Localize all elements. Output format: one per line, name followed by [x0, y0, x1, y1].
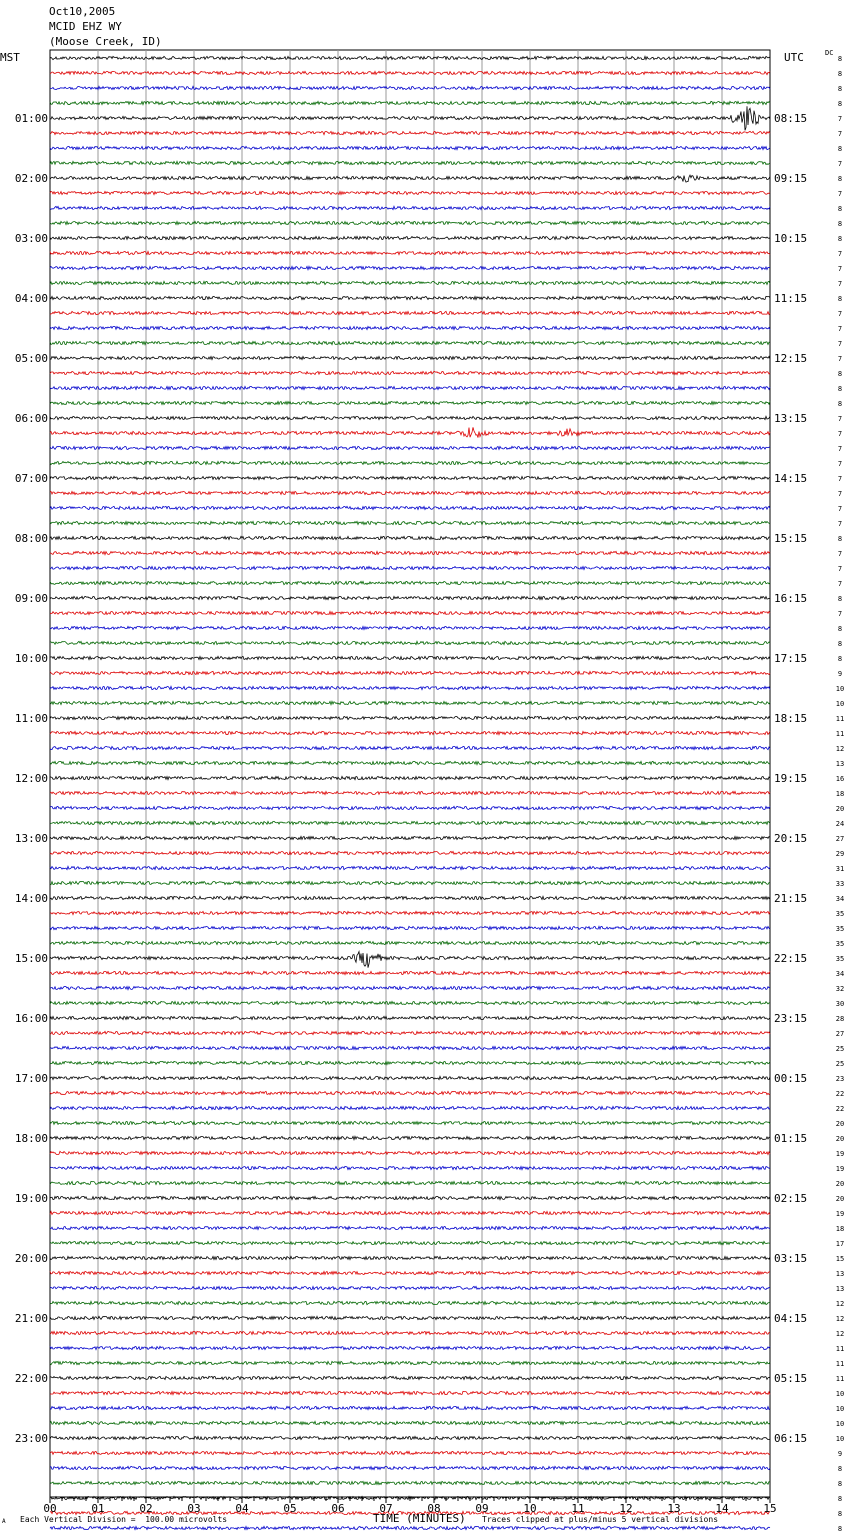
- trace-line: [50, 191, 770, 194]
- dc-value: 7: [837, 475, 843, 483]
- trace-line: [50, 56, 770, 59]
- trace-line: [50, 611, 770, 614]
- trace-line: [50, 1346, 770, 1349]
- dc-value: 7: [837, 580, 843, 588]
- right-hour-label: 09:15: [774, 172, 808, 185]
- trace-line: [50, 1451, 770, 1454]
- dc-value: 24: [835, 820, 845, 828]
- trace-line: [50, 1526, 770, 1529]
- dc-value: 7: [837, 520, 843, 528]
- left-hour-label: 20:00: [14, 1252, 48, 1265]
- right-hour-label: 04:15: [774, 1312, 808, 1325]
- trace-line: [50, 175, 770, 182]
- left-hour-label: 23:00: [14, 1432, 48, 1445]
- trace-line: [50, 416, 770, 419]
- dc-value: 33: [835, 880, 845, 888]
- trace-line: [50, 1151, 770, 1154]
- dc-value: 8: [837, 385, 843, 393]
- trace-line: [50, 206, 770, 209]
- dc-value: 8: [837, 625, 843, 633]
- dc-value: 27: [835, 835, 845, 843]
- dc-value: 8: [837, 1510, 843, 1518]
- dc-value: 7: [837, 505, 843, 513]
- trace-line: [50, 1046, 770, 1049]
- trace-line: [50, 671, 770, 674]
- trace-line: [50, 506, 770, 509]
- dc-value: 7: [837, 280, 843, 288]
- trace-line: [50, 1061, 770, 1064]
- left-hour-label: 16:00: [14, 1012, 48, 1025]
- dc-value: 31: [835, 865, 845, 873]
- dc-value: 16: [835, 775, 845, 783]
- dc-value: 8: [837, 535, 843, 543]
- dc-value: 8: [837, 595, 843, 603]
- trace-line: [50, 551, 770, 554]
- right-hour-label: 12:15: [774, 352, 808, 365]
- trace-line: [50, 371, 770, 374]
- dc-value: 17: [835, 1240, 845, 1248]
- right-hour-label: 19:15: [774, 772, 808, 785]
- trace-line: [50, 952, 770, 968]
- trace-line: [50, 1031, 770, 1034]
- dc-value: 13: [835, 1270, 845, 1278]
- trace-line: [50, 251, 770, 254]
- dc-value: 12: [835, 1330, 845, 1338]
- trace-line: [50, 1226, 770, 1229]
- trace-line: [50, 866, 770, 869]
- trace-line: [50, 71, 770, 74]
- dc-value: 13: [835, 1285, 845, 1293]
- dc-value: 8: [837, 205, 843, 213]
- dc-value: 11: [835, 730, 845, 738]
- trace-line: [50, 1421, 770, 1424]
- trace-line: [50, 701, 770, 704]
- dc-value: 35: [835, 925, 845, 933]
- dc-value: 11: [835, 1345, 845, 1353]
- trace-line: [50, 1241, 770, 1244]
- footer-mark: A: [2, 1518, 6, 1525]
- trace-line: [50, 1286, 770, 1289]
- trace-line: [50, 1181, 770, 1184]
- right-hour-label: 18:15: [774, 712, 808, 725]
- dc-value: 19: [835, 1150, 845, 1158]
- dc-value: 9: [837, 1450, 843, 1458]
- dc-value: 32: [835, 985, 845, 993]
- x-tick-label: 12: [619, 1502, 633, 1515]
- trace-line: [50, 896, 770, 899]
- dc-value: 35: [835, 955, 845, 963]
- trace-line: [50, 1001, 770, 1004]
- trace-line: [50, 656, 770, 659]
- trace-line: [50, 926, 770, 929]
- trace-line: [50, 1016, 770, 1019]
- dc-value: 8: [837, 1525, 843, 1533]
- dc-value: 7: [837, 565, 843, 573]
- right-hour-label: 23:15: [774, 1012, 808, 1025]
- trace-line: [50, 716, 770, 719]
- dc-value: 10: [835, 1405, 845, 1413]
- dc-value: 7: [837, 415, 843, 423]
- trace-line: [50, 1481, 770, 1484]
- dc-value: 8: [837, 145, 843, 153]
- dc-value: 7: [837, 115, 843, 123]
- right-hour-label: 20:15: [774, 832, 808, 845]
- trace-line: [50, 941, 770, 944]
- left-hour-label: 11:00: [14, 712, 48, 725]
- dc-value: 18: [835, 790, 845, 798]
- dc-value: 20: [835, 1135, 845, 1143]
- dc-value: 29: [835, 850, 845, 858]
- trace-line: [50, 491, 770, 494]
- dc-value: 8: [837, 640, 843, 648]
- clip-note: Traces clipped at plus/minus 5 vertical divisions: [482, 1515, 719, 1524]
- dc-value: 8: [837, 655, 843, 663]
- left-hour-label: 03:00: [14, 232, 48, 245]
- trace-line: [50, 326, 770, 329]
- left-hour-label: 07:00: [14, 472, 48, 485]
- dc-value: 10: [835, 1435, 845, 1443]
- dc-value: 22: [835, 1105, 845, 1113]
- trace-line: [50, 821, 770, 824]
- dc-value: 8: [837, 1465, 843, 1473]
- dc-value: 10: [835, 700, 845, 708]
- right-hour-label: 17:15: [774, 652, 808, 665]
- dc-value: 10: [835, 1420, 845, 1428]
- dc-value: 7: [837, 310, 843, 318]
- dc-value: 23: [835, 1075, 845, 1083]
- trace-line: [50, 1136, 770, 1139]
- dc-value: 7: [837, 340, 843, 348]
- trace-line: [50, 791, 770, 794]
- dc-value: 7: [837, 610, 843, 618]
- trace-line: [50, 1376, 770, 1379]
- dc-value: 7: [837, 460, 843, 468]
- left-hour-label: 05:00: [14, 352, 48, 365]
- trace-line: [50, 221, 770, 224]
- dc-value: 8: [837, 370, 843, 378]
- dc-value: 10: [835, 1390, 845, 1398]
- trace-line: [50, 581, 770, 584]
- trace-line: [50, 296, 770, 299]
- trace-line: [50, 776, 770, 779]
- right-hour-label: 21:15: [774, 892, 808, 905]
- trace-line: [50, 311, 770, 314]
- date-label: Oct10,2005: [49, 5, 116, 18]
- x-tick-label: 13: [667, 1502, 681, 1515]
- trace-line: [50, 836, 770, 839]
- trace-line: [50, 596, 770, 599]
- x-tick-label: 02: [139, 1502, 153, 1515]
- plot-frame: [50, 50, 770, 1497]
- x-tick-label: 05: [283, 1502, 297, 1515]
- trace-line: [50, 1436, 770, 1439]
- trace-line: [50, 1196, 770, 1199]
- right-hour-label: 11:15: [774, 292, 808, 305]
- left-hour-label: 09:00: [14, 592, 48, 605]
- right-hour-label: 05:15: [774, 1372, 808, 1385]
- dc-value: 8: [837, 235, 843, 243]
- dc-value: 35: [835, 940, 845, 948]
- dc-value: 12: [835, 1300, 845, 1308]
- dc-value: 7: [837, 550, 843, 558]
- dc-value: 7: [837, 325, 843, 333]
- left-hour-label: 04:00: [14, 292, 48, 305]
- dc-value: 7: [837, 430, 843, 438]
- right-hour-label: 02:15: [774, 1192, 808, 1205]
- dc-value: 34: [835, 895, 845, 903]
- left-hour-label: 06:00: [14, 412, 48, 425]
- dc-value: 8: [837, 1495, 843, 1503]
- dc-value: 7: [837, 265, 843, 273]
- dc-value: 18: [835, 1225, 845, 1233]
- dc-value: 9: [837, 670, 843, 678]
- trace-line: [50, 1301, 770, 1304]
- dc-value: 8: [837, 295, 843, 303]
- right-hour-label: 06:15: [774, 1432, 808, 1445]
- scale-note: Each Vertical Division = 100.00 microvolts: [20, 1515, 228, 1524]
- x-axis-title: TIME (MINUTES): [373, 1512, 466, 1525]
- trace-line: [50, 161, 770, 164]
- dc-value: 20: [835, 1120, 845, 1128]
- left-hour-label: 12:00: [14, 772, 48, 785]
- dc-value: 7: [837, 490, 843, 498]
- left-timezone-label: MST: [0, 51, 20, 64]
- dc-value: 20: [835, 805, 845, 813]
- right-hour-label: 16:15: [774, 592, 808, 605]
- dc-value: 22: [835, 1090, 845, 1098]
- left-hour-label: 13:00: [14, 832, 48, 845]
- trace-line: [50, 761, 770, 764]
- dc-value: 8: [837, 175, 843, 183]
- dc-value: 7: [837, 190, 843, 198]
- x-tick-label: 11: [571, 1502, 585, 1515]
- trace-line: [50, 521, 770, 524]
- trace-line: [50, 1331, 770, 1334]
- dc-value: 25: [835, 1045, 845, 1053]
- right-hour-label: 10:15: [774, 232, 808, 245]
- dc-value: 25: [835, 1060, 845, 1068]
- dc-value: 30: [835, 1000, 845, 1008]
- dc-value: 8: [837, 100, 843, 108]
- left-hour-label: 14:00: [14, 892, 48, 905]
- trace-line: [50, 626, 770, 629]
- x-tick-label: 09: [475, 1502, 489, 1515]
- trace-line: [50, 986, 770, 989]
- location-label: (Moose Creek, ID): [49, 35, 162, 48]
- trace-line: [50, 971, 770, 974]
- trace-line: [50, 86, 770, 89]
- dc-value: 8: [837, 400, 843, 408]
- trace-line: [50, 731, 770, 734]
- trace-line: [50, 686, 770, 689]
- trace-line: [50, 106, 770, 130]
- x-tick-label: 14: [715, 1502, 729, 1515]
- dc-value: 8: [837, 55, 843, 63]
- trace-line: [50, 881, 770, 884]
- trace-line: [50, 427, 770, 437]
- dc-value: 11: [835, 1375, 845, 1383]
- trace-line: [50, 1391, 770, 1394]
- trace-line: [50, 536, 770, 539]
- trace-line: [50, 356, 770, 359]
- trace-line: [50, 446, 770, 449]
- trace-line: [50, 131, 770, 134]
- left-hour-label: 08:00: [14, 532, 48, 545]
- right-hour-label: 00:15: [774, 1072, 808, 1085]
- right-timezone-label: UTC: [784, 51, 804, 64]
- dc-value: 19: [835, 1165, 845, 1173]
- trace-line: [50, 101, 770, 104]
- dc-value: 12: [835, 1315, 845, 1323]
- right-hour-label: 15:15: [774, 532, 808, 545]
- trace-line: [50, 1091, 770, 1094]
- trace-group: [50, 56, 770, 1534]
- trace-line: [50, 1316, 770, 1319]
- trace-line: [50, 341, 770, 344]
- dc-value: 28: [835, 1015, 845, 1023]
- trace-line: [50, 281, 770, 284]
- right-hour-label: 13:15: [774, 412, 808, 425]
- trace-line: [50, 1166, 770, 1169]
- x-tick-label: 01: [91, 1502, 105, 1515]
- dc-value: 13: [835, 760, 845, 768]
- dc-value: 20: [835, 1180, 845, 1188]
- left-hour-label: 01:00: [14, 112, 48, 125]
- dc-value: 11: [835, 715, 845, 723]
- trace-line: [50, 146, 770, 149]
- trace-line: [50, 911, 770, 914]
- left-hour-label: 10:00: [14, 652, 48, 665]
- dc-value: 7: [837, 355, 843, 363]
- minute-grid: [50, 50, 770, 1497]
- trace-line: [50, 1406, 770, 1409]
- trace-line: [50, 1256, 770, 1259]
- trace-line: [50, 806, 770, 809]
- trace-line: [50, 746, 770, 749]
- dc-value: 15: [835, 1255, 845, 1263]
- trace-line: [50, 1466, 770, 1469]
- x-tick-label: 07: [379, 1502, 393, 1515]
- dc-value: 8: [837, 70, 843, 78]
- left-hour-label: 22:00: [14, 1372, 48, 1385]
- trace-line: [50, 1076, 770, 1079]
- dc-value: 35: [835, 910, 845, 918]
- dc-value: 8: [837, 1480, 843, 1488]
- dc-value: 12: [835, 745, 845, 753]
- left-hour-label: 19:00: [14, 1192, 48, 1205]
- trace-line: [50, 476, 770, 479]
- dc-value: 20: [835, 1195, 845, 1203]
- trace-line: [50, 266, 770, 269]
- trace-line: [50, 401, 770, 404]
- right-hour-label: 03:15: [774, 1252, 808, 1265]
- dc-value: 19: [835, 1210, 845, 1218]
- right-hour-label: 01:15: [774, 1132, 808, 1145]
- left-hour-label: 15:00: [14, 952, 48, 965]
- dc-value: 34: [835, 970, 845, 978]
- right-hour-label: 22:15: [774, 952, 808, 965]
- x-tick-label: 00: [43, 1502, 57, 1515]
- x-tick-label: 04: [235, 1502, 249, 1515]
- dc-value: 10: [835, 685, 845, 693]
- x-tick-label: 08: [427, 1502, 441, 1515]
- dc-value: 7: [837, 130, 843, 138]
- trace-line: [50, 1271, 770, 1274]
- x-tick-label: 10: [523, 1502, 537, 1515]
- dc-value: 27: [835, 1030, 845, 1038]
- dc-header-label: DC: [825, 49, 834, 57]
- right-hour-label: 08:15: [774, 112, 808, 125]
- dc-value: 7: [837, 250, 843, 258]
- trace-line: [50, 566, 770, 569]
- trace-line: [50, 1361, 770, 1364]
- trace-line: [50, 461, 770, 464]
- left-hour-label: 02:00: [14, 172, 48, 185]
- dc-value: 8: [837, 85, 843, 93]
- dc-value: 11: [835, 1360, 845, 1368]
- trace-line: [50, 1121, 770, 1124]
- hour-labels: [15, 55, 844, 1534]
- left-hour-label: 18:00: [14, 1132, 48, 1145]
- x-tick-label: 03: [187, 1502, 201, 1515]
- right-hour-label: 14:15: [774, 472, 808, 485]
- station-label: MCID EHZ WY: [49, 20, 122, 33]
- left-hour-label: 21:00: [14, 1312, 48, 1325]
- trace-line: [50, 1106, 770, 1109]
- trace-line: [50, 1211, 770, 1214]
- x-tick-label: 06: [331, 1502, 345, 1515]
- trace-line: [50, 236, 770, 239]
- dc-value: 8: [837, 220, 843, 228]
- left-hour-label: 17:00: [14, 1072, 48, 1085]
- trace-line: [50, 851, 770, 854]
- dc-value: 7: [837, 160, 843, 168]
- x-tick-label: 15: [763, 1502, 777, 1515]
- trace-line: [50, 386, 770, 389]
- dc-value: 7: [837, 445, 843, 453]
- trace-line: [50, 641, 770, 644]
